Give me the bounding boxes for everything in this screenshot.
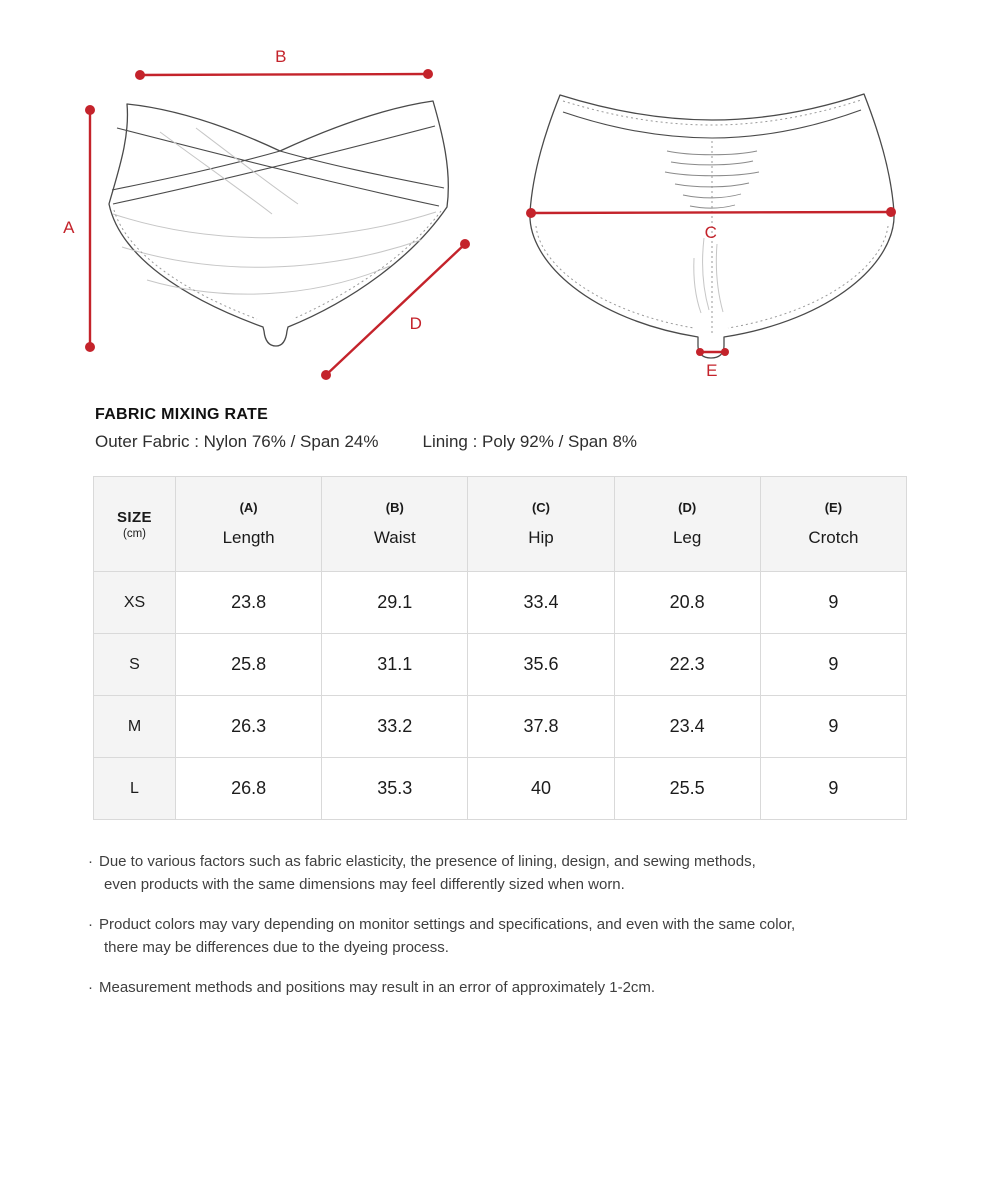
- value-cell: 22.3: [614, 634, 760, 696]
- note-bullet: ·: [88, 979, 93, 996]
- table-row: [94, 634, 907, 696]
- table-row: [94, 572, 907, 634]
- column-header-crotch: (E) Crotch: [760, 477, 906, 572]
- fabric-title: FABRIC MIXING RATE: [95, 406, 269, 423]
- value-cell: 33.2: [322, 696, 468, 758]
- value-cell: 35.3: [322, 758, 468, 820]
- measurement-diagram: [0, 0, 1000, 400]
- column-header-leg: (D) Leg: [614, 477, 760, 572]
- dimension-label-a: A: [63, 218, 75, 237]
- note-text: Measurement methods and positions may result in an error of approximately 1-2cm.: [99, 979, 656, 996]
- value-cell: 33.4: [468, 572, 614, 634]
- fabric-section: [95, 406, 1000, 452]
- size-cell: M: [94, 696, 176, 758]
- note-text: Product colors may vary depending on monitor settings and specifications, and even with the same color, there may be differences due to the dyeing process.: [99, 916, 796, 956]
- value-cell: 20.8: [614, 572, 760, 634]
- measurement-line-b: [135, 69, 433, 80]
- value-cell: 23.4: [614, 696, 760, 758]
- table-header-row: [94, 477, 907, 572]
- note-item: [88, 850, 940, 896]
- value-cell: 37.8: [468, 696, 614, 758]
- table-row: [94, 696, 907, 758]
- fabric-outer-text: Outer Fabric : Nylon 76% / Span 24%: [95, 432, 379, 451]
- dimension-label-e: E: [706, 361, 718, 380]
- garment-technical-drawing: [0, 0, 1000, 400]
- value-cell: 26.3: [176, 696, 322, 758]
- value-cell: 35.6: [468, 634, 614, 696]
- value-cell: 25.5: [614, 758, 760, 820]
- value-cell: 25.8: [176, 634, 322, 696]
- value-cell: 29.1: [322, 572, 468, 634]
- size-cell: L: [94, 758, 176, 820]
- fabric-lining-text: Lining : Poly 92% / Span 8%: [422, 432, 638, 451]
- notes-section: [88, 850, 940, 999]
- value-cell: 9: [760, 758, 906, 820]
- note-item: [88, 976, 940, 999]
- value-cell: 40: [468, 758, 614, 820]
- column-header-waist: (B) Waist: [322, 477, 468, 572]
- measurement-line-a: [85, 105, 95, 352]
- size-unit-label: (cm): [123, 527, 146, 540]
- value-cell: 23.8: [176, 572, 322, 634]
- value-cell: 9: [760, 634, 906, 696]
- fabric-composition: [95, 432, 1000, 452]
- note-text: Due to various factors such as fabric elasticity, the presence of lining, design, and sewing methods, even products with the same dimensions may feel differently sized when worn.: [99, 853, 756, 893]
- size-cell: S: [94, 634, 176, 696]
- column-header-hip: (C) Hip: [468, 477, 614, 572]
- size-cell: XS: [94, 572, 176, 634]
- dimension-label-d: D: [409, 314, 423, 333]
- size-label: SIZE: [117, 508, 152, 526]
- note-bullet: ·: [88, 916, 93, 933]
- size-column-header: [94, 477, 176, 572]
- value-cell: 31.1: [322, 634, 468, 696]
- value-cell: 9: [760, 572, 906, 634]
- dimension-label-b: B: [275, 47, 287, 66]
- table-row: [94, 758, 907, 820]
- value-cell: 26.8: [176, 758, 322, 820]
- size-chart-table: [93, 476, 907, 820]
- note-item: [88, 913, 940, 959]
- column-header-length: (A) Length: [176, 477, 322, 572]
- value-cell: 9: [760, 696, 906, 758]
- note-bullet: ·: [88, 853, 93, 870]
- dimension-label-c: C: [704, 223, 718, 242]
